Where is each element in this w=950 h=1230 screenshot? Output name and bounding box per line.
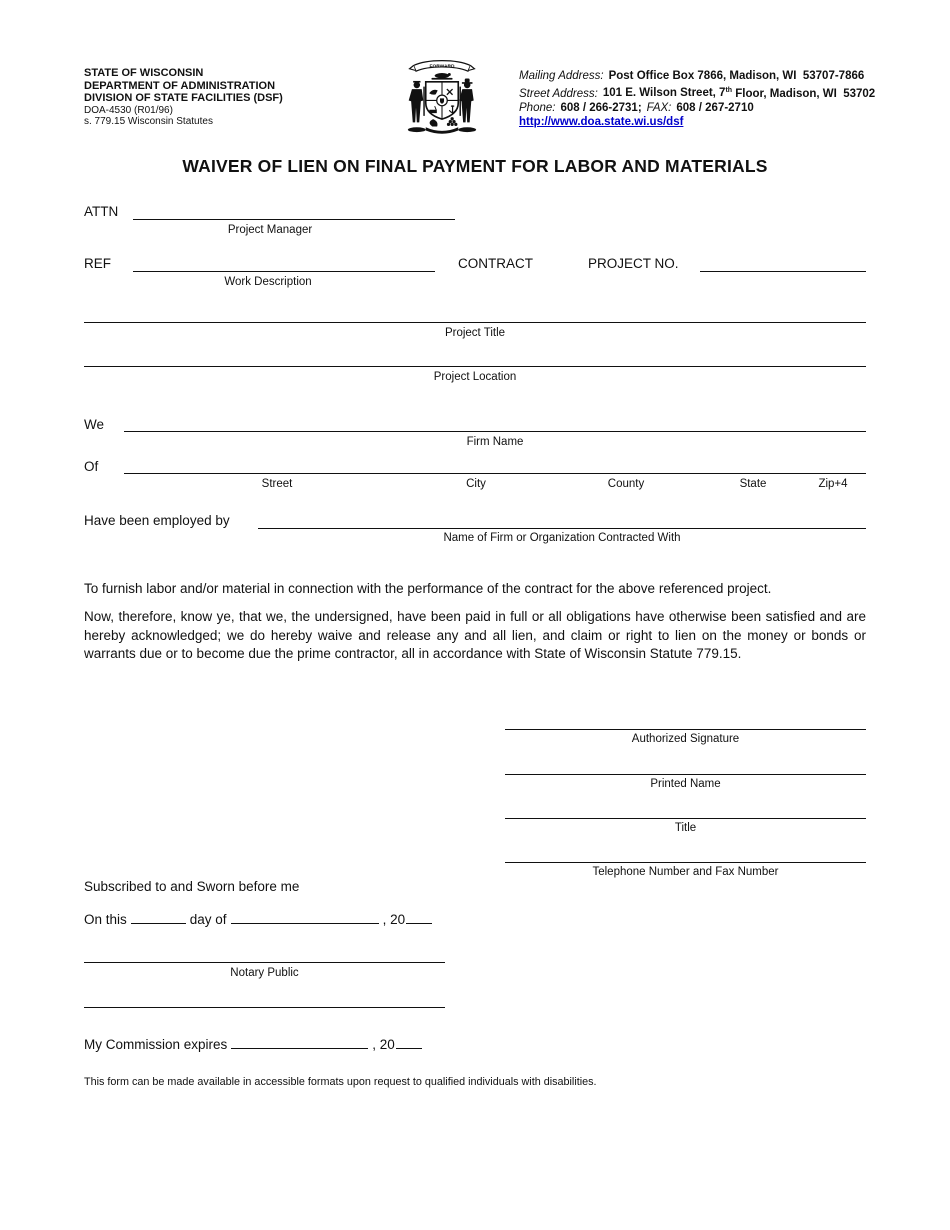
on-this-text: On this xyxy=(84,912,127,927)
accessibility-note: This form can be made available in accessible formats upon request to qualified individuals with disabilities. xyxy=(84,1076,597,1088)
employed-by-field-line[interactable] xyxy=(258,528,866,529)
commission-year-blank[interactable] xyxy=(396,1048,422,1049)
doa-website-link[interactable]: http://www.doa.state.wi.us/dsf xyxy=(519,116,684,129)
badger-crest xyxy=(431,73,452,80)
firm-name-field-line[interactable] xyxy=(124,431,866,432)
project-title-field-line[interactable] xyxy=(84,322,866,323)
work-description-sublabel: Work Description xyxy=(224,276,312,288)
zip-sublabel: Zip+4 xyxy=(818,478,848,490)
year-prefix-text: , 20 xyxy=(382,912,406,927)
firm-name-sublabel: Firm Name xyxy=(466,436,524,448)
form-number: DOA-4530 (R01/96) xyxy=(84,104,173,116)
street-sublabel: Street xyxy=(261,478,293,490)
waiver-paragraph: Now, therefore, know ye, that we, the undersigned, have been paid in full or all obligations have otherwise been satisfied and are hereby acknowledged; we do hereby waive and release any and all lien, and claim or right to lien on the money or bonds or warrants due or to become due the prime contractor, all in accordance with State of Wisconsin Statute 779.15. xyxy=(84,609,866,662)
title-line[interactable] xyxy=(505,818,866,819)
phone-label: Phone: xyxy=(519,101,556,114)
we-label: We xyxy=(84,417,105,432)
sworn-statement: Subscribed to and Sworn before me xyxy=(84,879,300,894)
mailing-address-value: Post Office Box 7866, Madison, WI 53707-7866 xyxy=(608,70,865,82)
project-location-field-line[interactable] xyxy=(84,366,866,367)
contact-block xyxy=(519,69,875,130)
fax-value: 608 / 267-2710 xyxy=(676,101,754,114)
authorized-signature-sublabel: Authorized Signature xyxy=(631,733,740,745)
mailing-address-row xyxy=(519,69,875,84)
street-address-value-cont: Floor, Madison, WI 53702 xyxy=(732,87,876,100)
day-blank[interactable] xyxy=(131,923,186,924)
day-of-text: day of xyxy=(189,912,227,927)
address-field-line[interactable] xyxy=(124,473,866,474)
form-title: WAIVER OF LIEN ON FINAL PAYMENT FOR LABOR AND MATERIALS xyxy=(182,156,768,176)
agency-line-1: STATE OF WISCONSIN xyxy=(84,67,204,79)
commission-date-blank[interactable] xyxy=(231,1048,368,1049)
printed-name-line[interactable] xyxy=(505,774,866,775)
authorized-signature-line[interactable] xyxy=(505,729,866,730)
project-no-label: PROJECT NO. xyxy=(588,256,679,271)
agency-line-2: DEPARTMENT OF ADMINISTRATION xyxy=(84,79,276,92)
motto-text: FORWARD xyxy=(429,64,455,70)
notary-extra-line[interactable] xyxy=(84,1007,445,1008)
wisconsin-coat-of-arms xyxy=(403,56,481,140)
county-sublabel: County xyxy=(607,478,645,490)
year-blank[interactable] xyxy=(406,923,432,924)
commission-year-prefix-text: , 20 xyxy=(372,1037,395,1052)
phone-value: 608 / 266-2731; xyxy=(560,101,642,114)
printed-name-sublabel: Printed Name xyxy=(650,778,721,790)
ref-field-line[interactable] xyxy=(133,271,435,272)
project-no-field-line[interactable] xyxy=(700,271,866,272)
state-sublabel: State xyxy=(739,478,767,490)
phone-fax-sublabel: Telephone Number and Fax Number xyxy=(592,866,779,878)
street-address-value: 101 E. Wilson Street, 7 xyxy=(602,87,726,100)
fax-label: FAX: xyxy=(646,101,672,114)
notary-public-sublabel: Notary Public xyxy=(230,967,299,979)
employed-by-label: Have been employed by xyxy=(84,513,230,528)
commission-text: My Commission expires xyxy=(84,1037,228,1052)
commission-row xyxy=(84,1037,426,1052)
sailor-figure xyxy=(409,81,425,122)
date-row xyxy=(84,912,436,927)
phone-fax-line[interactable] xyxy=(505,862,866,863)
of-label: Of xyxy=(84,459,99,474)
agency-block xyxy=(84,67,283,128)
attn-label: ATTN xyxy=(84,204,119,219)
street-ordinal-sup: th xyxy=(725,86,733,94)
project-location-sublabel: Project Location xyxy=(433,371,517,383)
month-blank[interactable] xyxy=(231,923,379,924)
mailing-address-label: Mailing Address: xyxy=(519,70,604,82)
title-sublabel: Title xyxy=(674,822,697,834)
contract-label: CONTRACT xyxy=(458,256,533,271)
street-address-label: Street Address: xyxy=(519,87,598,100)
project-title-sublabel: Project Title xyxy=(444,327,506,339)
street-address-row xyxy=(519,84,875,101)
statute-reference: s. 779.15 Wisconsin Statutes xyxy=(84,116,213,127)
project-manager-sublabel: Project Manager xyxy=(227,224,313,236)
ref-label: REF xyxy=(84,256,111,271)
employed-by-sublabel: Name of Firm or Organization Contracted With xyxy=(443,532,681,544)
phone-fax-row xyxy=(519,101,875,116)
miner-figure xyxy=(459,79,474,123)
notary-public-line[interactable] xyxy=(84,962,445,963)
furnish-paragraph: To furnish labor and/or material in connection with the performance of the contract for the above referenced project. xyxy=(84,581,772,596)
city-sublabel: City xyxy=(466,478,486,490)
agency-line-3: DIVISION OF STATE FACILITIES (DSF) xyxy=(84,92,283,104)
attn-field-line[interactable] xyxy=(133,219,455,220)
